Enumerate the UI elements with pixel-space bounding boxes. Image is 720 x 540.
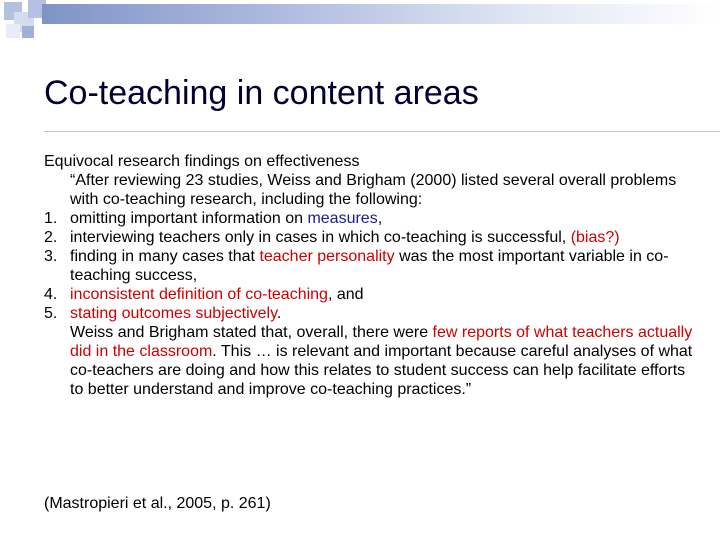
list-item: [44, 247, 694, 285]
slide-title: Co-teaching in content areas: [44, 74, 479, 112]
list-number: 2.: [44, 229, 58, 246]
title-divider: [44, 131, 720, 132]
list-item: [44, 209, 694, 228]
item-text: finding in many cases that: [70, 248, 260, 265]
intro-quote: “After reviewing 23 studies, Weiss and Brigham (2000) listed several overall problems with co-teaching research, including the following:: [70, 172, 677, 208]
item-text: interviewing teachers only in cases in which co-teaching is successful,: [70, 229, 571, 246]
decor-square: [22, 26, 34, 38]
list-item: [44, 304, 694, 323]
list-number: 3.: [44, 248, 58, 265]
list-item: [44, 285, 694, 304]
item-highlight: (bias?): [570, 229, 620, 246]
slide-body: [44, 152, 694, 399]
item-text-end: ,: [377, 210, 383, 227]
item-text-end: .: [276, 305, 282, 322]
item-highlight: teacher personality: [259, 248, 395, 265]
list-number: 5.: [44, 305, 58, 322]
item-highlight: stating outcomes subjectively: [70, 305, 277, 322]
item-highlight: inconsistent definition of co-teaching: [70, 286, 328, 303]
header-gradient-bar: [42, 4, 720, 24]
decor-square: [6, 24, 20, 38]
closing-highlight: few reports of what teachers actually did in the classroom: [70, 324, 693, 360]
lead-paragraph: Equivocal research findings on effectiveness: [44, 153, 360, 170]
problems-list: [44, 209, 694, 323]
citation: (Mastropieri et al., 2005, p. 261): [44, 495, 271, 512]
closing-text-end: . This … is relevant and important because careful analyses of what co-teachers are doing and how this relates to student success can help facilitate efforts to better understand and improve co-teaching practices.”: [70, 343, 693, 398]
closing-text: Weiss and Brigham stated that, overall, there were: [70, 324, 433, 341]
item-text-end: was the most important variable in co-teaching success,: [70, 248, 669, 284]
item-highlight: measures: [307, 210, 378, 227]
item-text-end: , and: [327, 286, 364, 303]
closing-quote: [70, 323, 694, 399]
list-number: 1.: [44, 210, 58, 227]
list-number: 4.: [44, 286, 58, 303]
list-item: [44, 228, 694, 247]
item-text: omitting important information on: [70, 210, 308, 227]
